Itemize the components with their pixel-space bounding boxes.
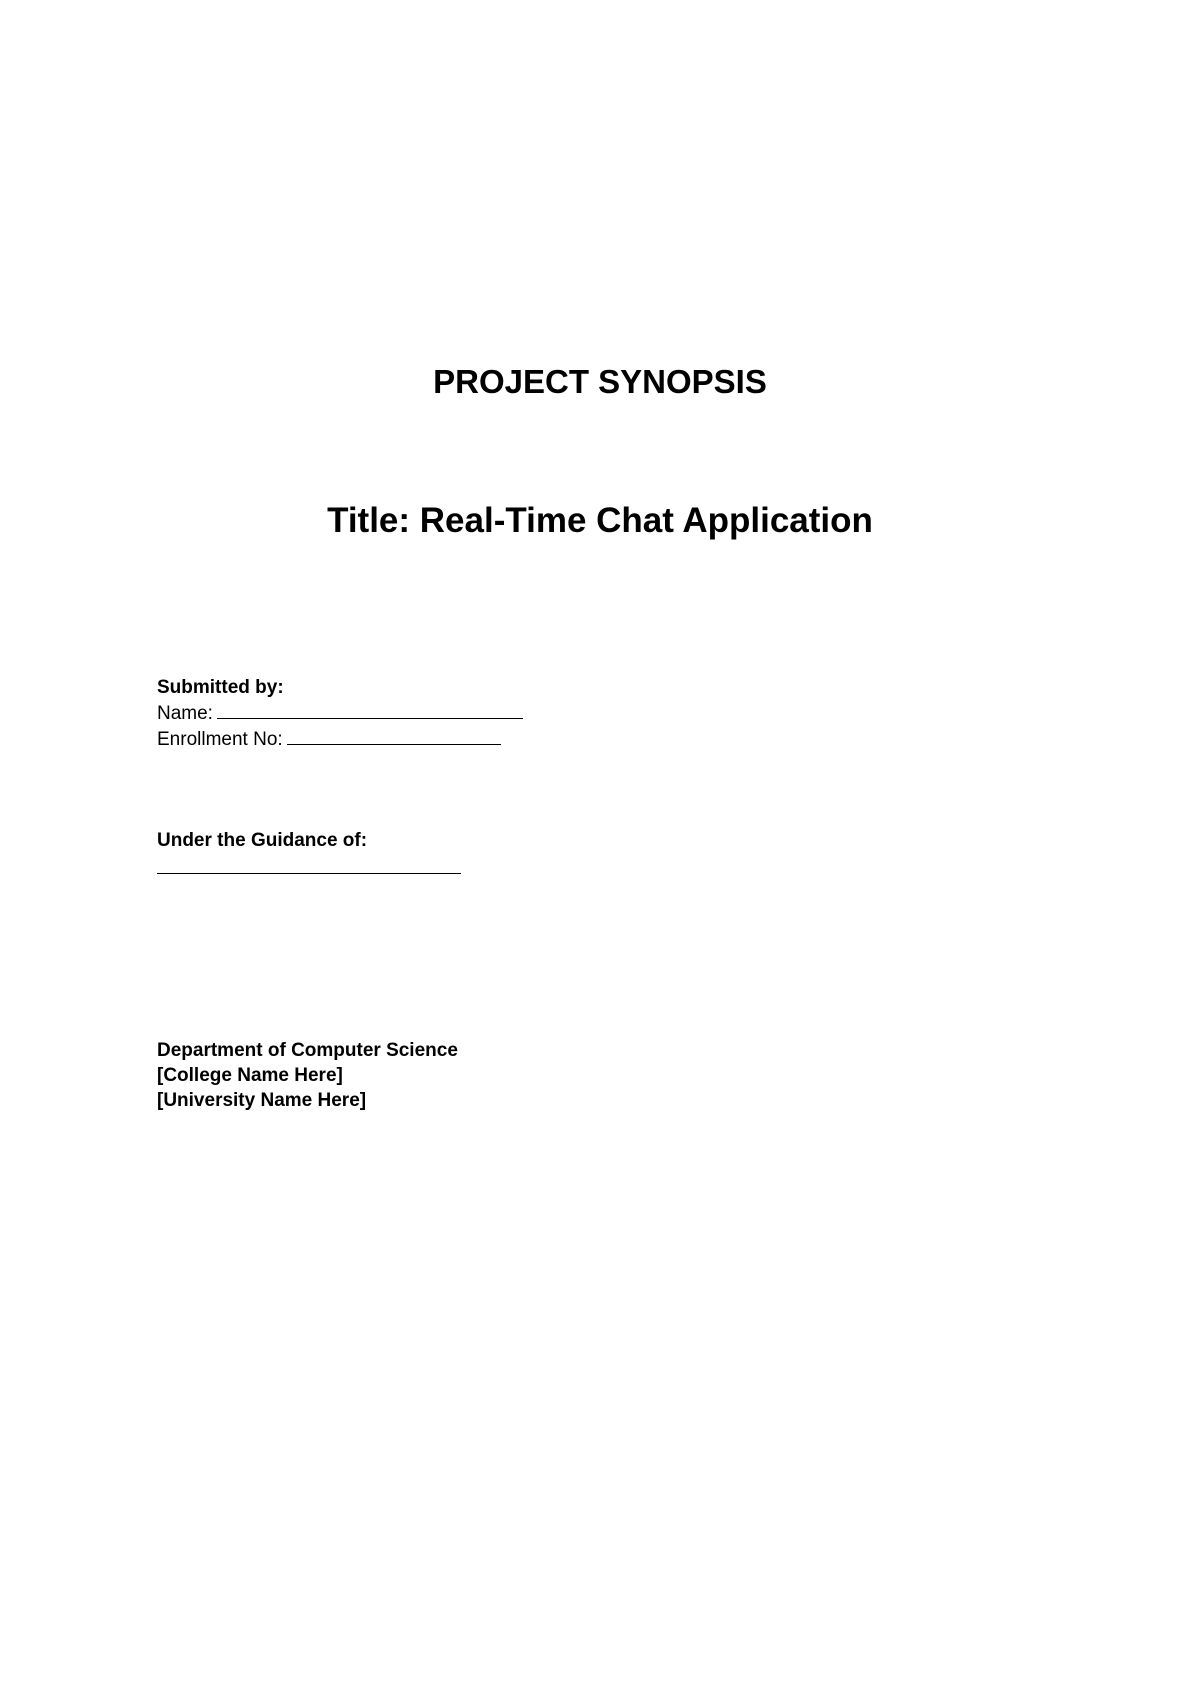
submitted-by-section (157, 675, 523, 752)
page-heading: PROJECT SYNOPSIS (433, 363, 767, 400)
guidance-section (157, 828, 461, 881)
university-name: [University Name Here] (157, 1090, 367, 1111)
institution-section (157, 1038, 458, 1113)
project-title: Title: Real-Time Chat Application (327, 501, 873, 540)
submitted-by-label: Submitted by: (157, 677, 284, 698)
department-name: Department of Computer Science (157, 1040, 458, 1061)
college-name: [College Name Here] (157, 1065, 343, 1086)
guide-blank-line (157, 855, 461, 874)
enrollment-label: Enrollment No: (157, 729, 283, 750)
name-blank-line (217, 700, 523, 719)
guide-row (157, 853, 461, 881)
name-label: Name: (157, 703, 213, 724)
name-row (157, 700, 523, 726)
guidance-label: Under the Guidance of: (157, 830, 368, 851)
enrollment-row (157, 726, 523, 752)
enrollment-blank-line (287, 726, 501, 745)
